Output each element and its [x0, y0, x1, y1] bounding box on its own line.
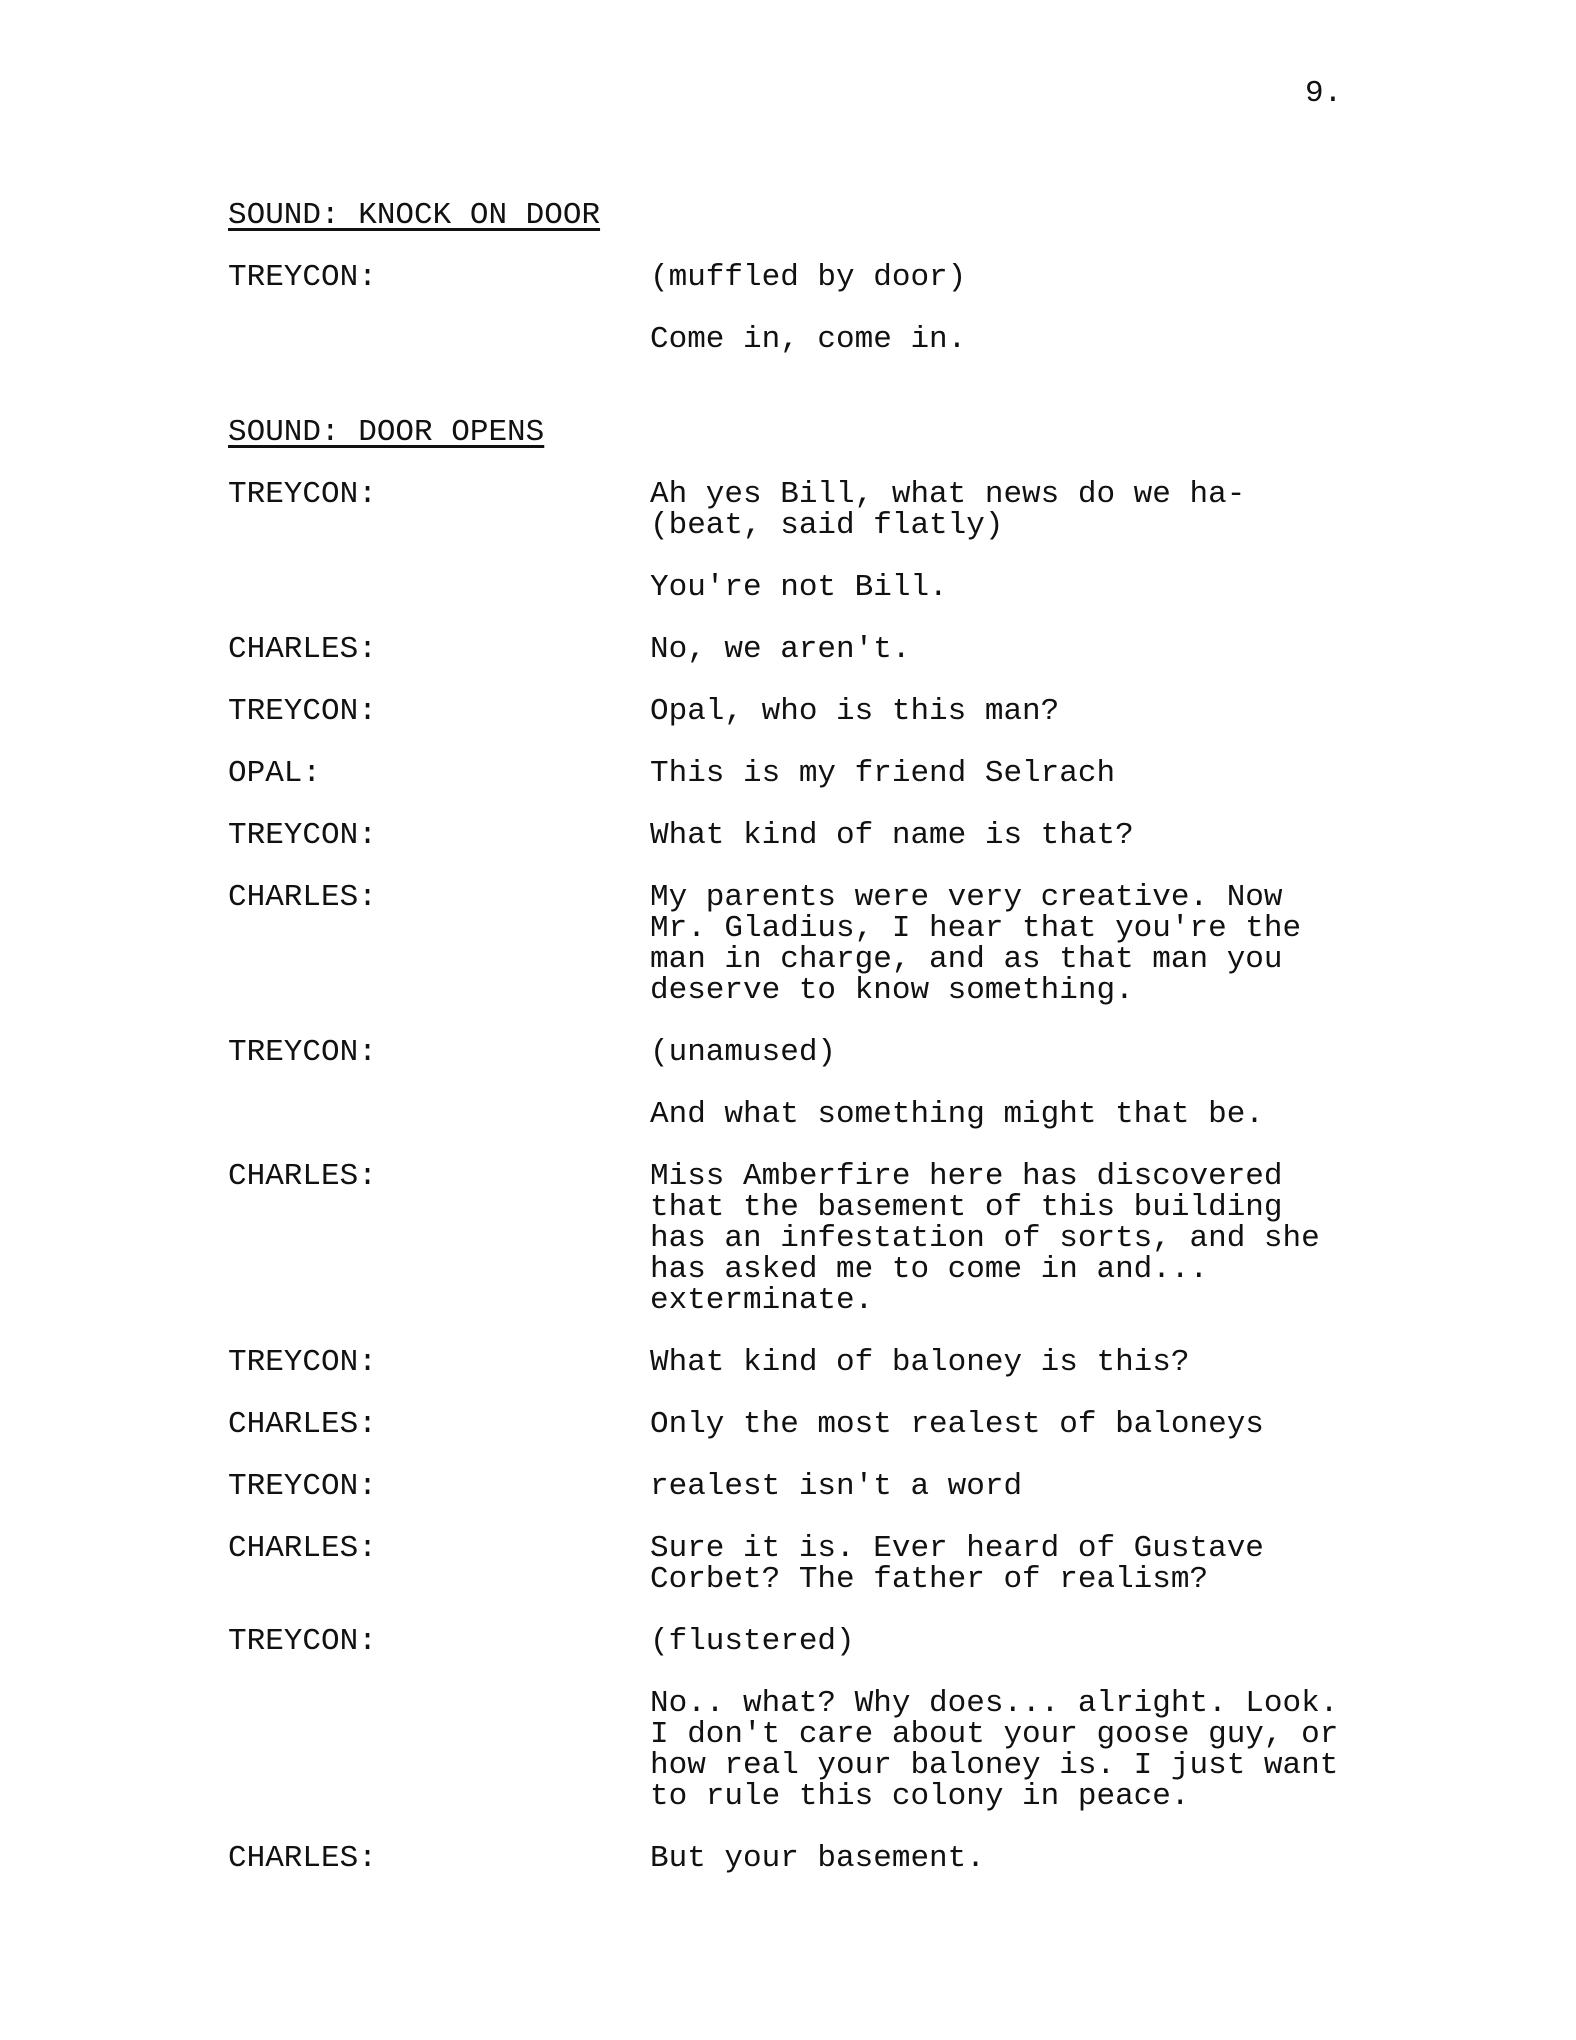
character-name: CHARLES: [228, 1159, 377, 1194]
character-name: CHARLES: [228, 1531, 377, 1566]
dialogue-block [228, 1843, 1576, 1874]
character-name: CHARLES: [228, 1407, 377, 1442]
dialogue-line: My parents were very creative. Now [650, 880, 1283, 915]
dialogue-line: Come in, come in. [650, 322, 967, 357]
character-name: TREYCON: [228, 260, 377, 295]
dialogue-line: has an infestation of sorts, and she [650, 1221, 1320, 1256]
dialogue-line: This is my friend Selrach [650, 756, 1116, 791]
dialogue-lines [650, 1533, 1576, 1595]
dialogue-line: Corbet? The father of realism? [650, 1562, 1209, 1597]
dialogue-line: Sure it is. Ever heard of Gustave [650, 1531, 1264, 1566]
character-name: TREYCON: [228, 818, 377, 853]
dialogue-lines [650, 1037, 1576, 1130]
sound-cue-text: SOUND: KNOCK ON DOOR [228, 198, 601, 233]
dialogue-block [228, 479, 1576, 603]
dialogue-lines [650, 758, 1576, 789]
dialogue-line: man in charge, and as that man you [650, 942, 1283, 977]
character-name: CHARLES: [228, 880, 377, 915]
dialogue-line: (flustered) [650, 1624, 855, 1659]
dialogue-line: exterminate. [650, 1283, 874, 1318]
dialogue-blank-line [650, 1657, 1576, 1688]
character-name: TREYCON: [228, 1345, 377, 1380]
dialogue-line: to rule this colony in peace. [650, 1779, 1190, 1814]
dialogue-line: But your basement. [650, 1841, 985, 1876]
character-name: TREYCON: [228, 1035, 377, 1070]
dialogue-line: What kind of baloney is this? [650, 1345, 1190, 1380]
dialogue-line: (muffled by door) [650, 260, 967, 295]
dialogue-line: Ah yes Bill, what news do we ha- [650, 477, 1246, 512]
dialogue-block [228, 262, 1576, 355]
dialogue-line: Opal, who is this man? [650, 694, 1060, 729]
dialogue-line: (beat, said flatly) [650, 508, 1004, 543]
page-number: 9. [1305, 76, 1343, 111]
dialogue-line: has asked me to come in and... [650, 1252, 1209, 1287]
character-name: TREYCON: [228, 1469, 377, 1504]
dialogue-line: No.. what? Why does... alright. Look. [650, 1686, 1339, 1721]
dialogue-line: (unamused) [650, 1035, 837, 1070]
dialogue-block [228, 1626, 1576, 1812]
dialogue-lines [650, 262, 1576, 355]
dialogue-lines [650, 1843, 1576, 1874]
dialogue-line: And what something might that be. [650, 1097, 1264, 1132]
dialogue-lines [650, 1471, 1576, 1502]
dialogue-blank-line [650, 293, 1576, 324]
dialogue-block [228, 1471, 1576, 1502]
sound-cue [228, 200, 1576, 231]
dialogue-line: that the basement of this building [650, 1190, 1283, 1225]
dialogue-lines [650, 820, 1576, 851]
dialogue-block [228, 882, 1576, 1006]
dialogue-block [228, 820, 1576, 851]
dialogue-lines [650, 479, 1576, 603]
dialogue-block [228, 1347, 1576, 1378]
dialogue-lines [650, 1626, 1576, 1812]
dialogue-line: Mr. Gladius, I hear that you're the [650, 911, 1302, 946]
dialogue-lines [650, 1161, 1576, 1316]
dialogue-block [228, 1161, 1576, 1316]
dialogue-blank-line [650, 541, 1576, 572]
dialogue-block [228, 1409, 1576, 1440]
character-name: TREYCON: [228, 1624, 377, 1659]
dialogue-lines [650, 1347, 1576, 1378]
dialogue-block [228, 758, 1576, 789]
dialogue-block [228, 1037, 1576, 1130]
dialogue-block [228, 634, 1576, 665]
dialogue-line: how real your baloney is. I just want [650, 1748, 1339, 1783]
dialogue-line: You're not Bill. [650, 570, 948, 605]
dialogue-block [228, 696, 1576, 727]
dialogue-line: deserve to know something. [650, 973, 1134, 1008]
character-name: CHARLES: [228, 1841, 377, 1876]
character-name: TREYCON: [228, 694, 377, 729]
dialogue-lines [650, 1409, 1576, 1440]
dialogue-block [228, 1533, 1576, 1595]
dialogue-line: Miss Amberfire here has discovered [650, 1159, 1283, 1194]
dialogue-line: I don't care about your goose guy, or [650, 1717, 1339, 1752]
dialogue-blank-line [650, 1068, 1576, 1099]
dialogue-lines [650, 696, 1576, 727]
dialogue-line: Only the most realest of baloneys [650, 1407, 1264, 1442]
sound-cue [228, 417, 1576, 448]
dialogue-line: realest isn't a word [650, 1469, 1023, 1504]
dialogue-line: What kind of name is that? [650, 818, 1134, 853]
dialogue-lines [650, 634, 1576, 665]
dialogue-line: No, we aren't. [650, 632, 911, 667]
character-name: CHARLES: [228, 632, 377, 667]
dialogue-lines [650, 882, 1576, 1006]
sound-cue-text: SOUND: DOOR OPENS [228, 415, 545, 450]
character-name: OPAL: [228, 756, 322, 791]
character-name: TREYCON: [228, 477, 377, 512]
